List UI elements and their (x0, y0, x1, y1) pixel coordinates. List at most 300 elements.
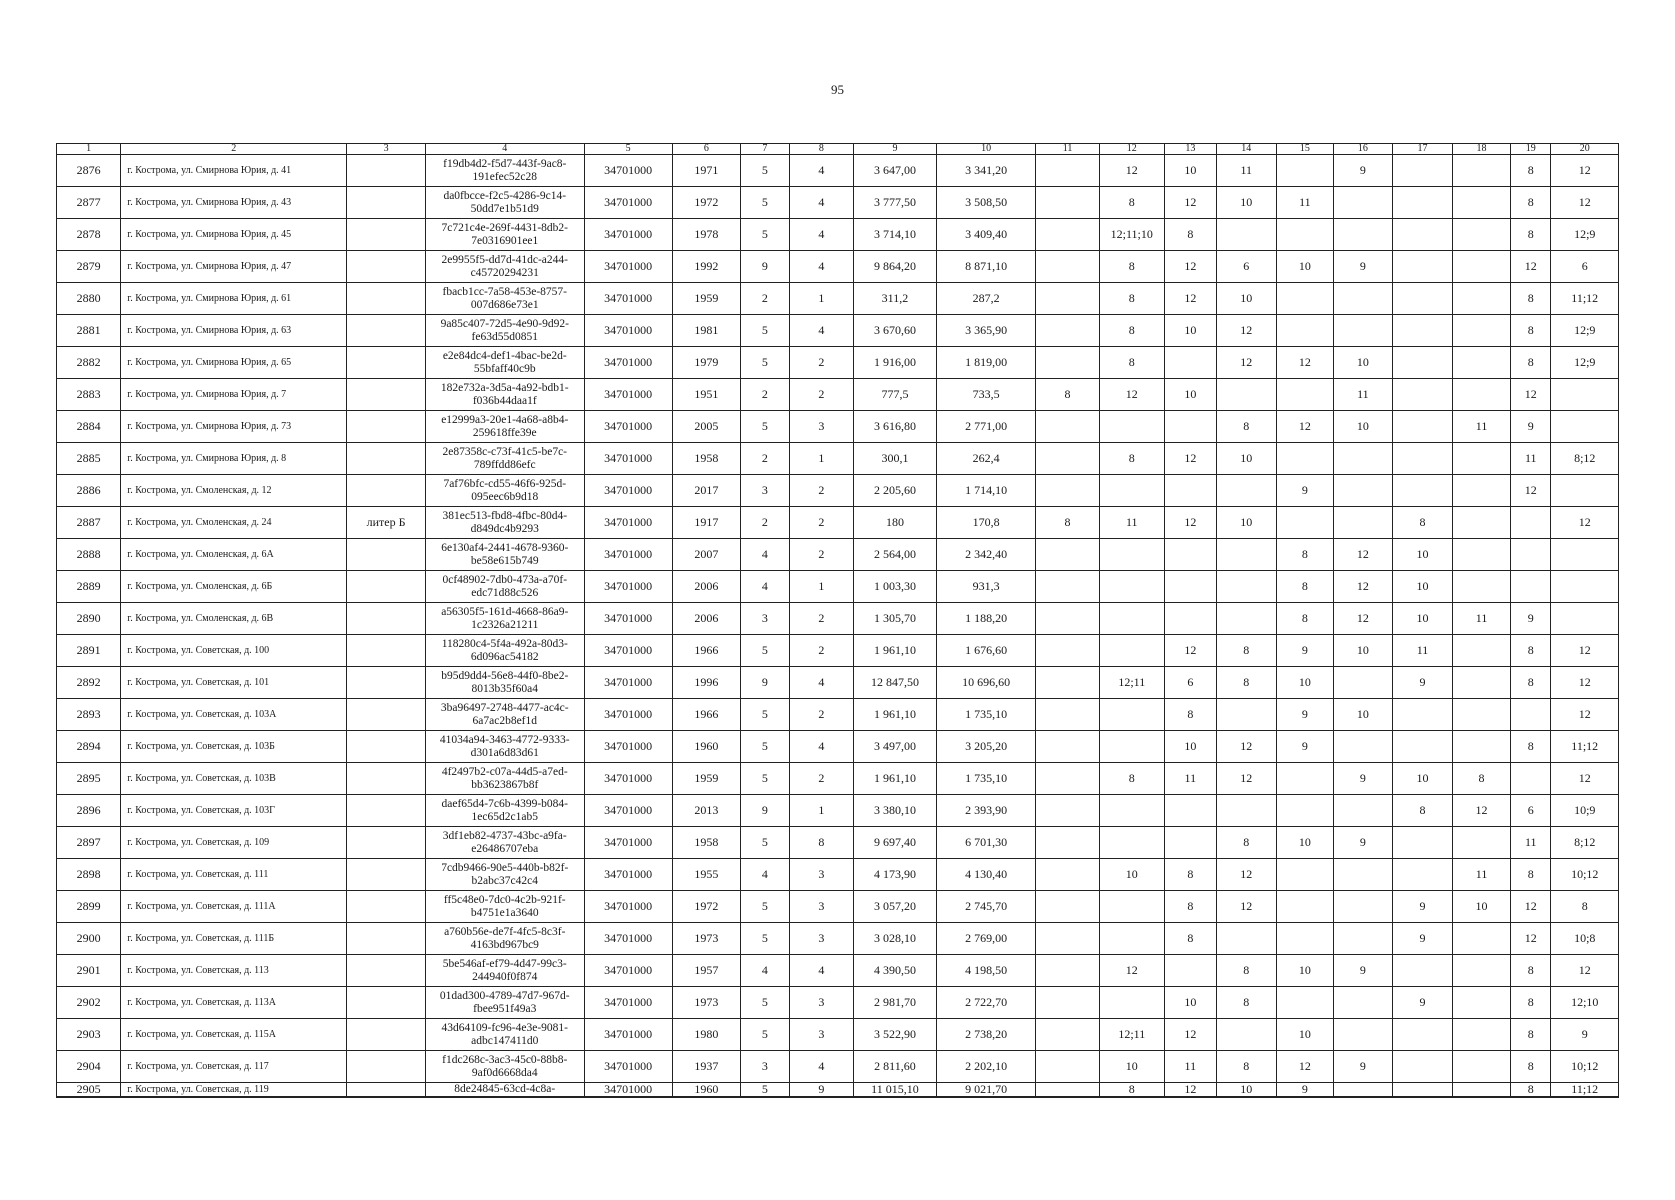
table-cell-col-15: 8 (1276, 603, 1333, 635)
column-header-7: 7 (741, 144, 790, 155)
table-cell-col-2: г. Кострома, ул. Советская, д. 119 (121, 1083, 347, 1098)
table-cell-col-14: 10 (1216, 283, 1276, 315)
table-cell-col-11 (1036, 891, 1099, 923)
table-cell-col-6: 1959 (672, 763, 740, 795)
table-cell-col-18 (1453, 1083, 1511, 1098)
table-cell-col-20: 12;9 (1551, 347, 1619, 379)
column-header-17: 17 (1392, 144, 1452, 155)
table-cell-col-13: 12 (1164, 1019, 1216, 1051)
column-header-3: 3 (347, 144, 426, 155)
table-cell-col-5: 34701000 (584, 763, 672, 795)
table-cell-col-11 (1036, 603, 1099, 635)
table-cell-col-4: 3df1eb82-4737-43bc-a9fa-e26486707eba (425, 827, 584, 859)
table-cell-col-2: г. Кострома, ул. Смирнова Юрия, д. 45 (121, 219, 347, 251)
table-cell-col-2: г. Кострома, ул. Советская, д. 113 (121, 955, 347, 987)
table-cell-col-19: 12 (1511, 891, 1551, 923)
table-cell-col-8: 9 (789, 1083, 853, 1098)
table-cell-col-13: 12 (1164, 283, 1216, 315)
table-cell-col-7: 5 (741, 155, 790, 187)
table-cell-col-11 (1036, 411, 1099, 443)
table-cell-col-19: 6 (1511, 795, 1551, 827)
table-cell-col-3 (347, 859, 426, 891)
table-cell-col-5: 34701000 (584, 539, 672, 571)
table-cell-col-15: 9 (1276, 1083, 1333, 1098)
table-cell-col-11 (1036, 347, 1099, 379)
table-cell-col-19: 8 (1511, 987, 1551, 1019)
table-cell-col-13: 10 (1164, 315, 1216, 347)
table-cell-col-12 (1099, 827, 1164, 859)
table-cell-col-7: 5 (741, 1019, 790, 1051)
table-cell-col-6: 1958 (672, 443, 740, 475)
table-cell-col-8: 4 (789, 187, 853, 219)
table-cell-col-18: 10 (1453, 891, 1511, 923)
table-cell-col-14: 12 (1216, 859, 1276, 891)
table-cell-col-19: 8 (1511, 955, 1551, 987)
table-cell-col-17 (1392, 443, 1452, 475)
table-cell-col-12 (1099, 571, 1164, 603)
table-cell-col-18 (1453, 443, 1511, 475)
table-cell-col-11: 8 (1036, 379, 1099, 411)
table-cell-col-14 (1216, 571, 1276, 603)
table-cell-col-14: 6 (1216, 251, 1276, 283)
table-cell-col-13: 11 (1164, 1051, 1216, 1083)
table-cell-col-13: 12 (1164, 507, 1216, 539)
table-cell-col-20: 12;9 (1551, 219, 1619, 251)
table-cell-col-15: 9 (1276, 475, 1333, 507)
table-cell-col-10: 287,2 (936, 283, 1036, 315)
table-cell-col-3 (347, 667, 426, 699)
table-cell-col-16 (1333, 507, 1392, 539)
table-cell-col-5: 34701000 (584, 603, 672, 635)
table-cell-col-11 (1036, 283, 1099, 315)
table-cell-col-9: 1 961,10 (854, 763, 937, 795)
table-cell-col-20: 8;12 (1551, 827, 1619, 859)
table-cell-col-1: 2885 (57, 443, 121, 475)
table-cell-col-18 (1453, 379, 1511, 411)
column-header-15: 15 (1276, 144, 1333, 155)
table-cell-col-14 (1216, 379, 1276, 411)
table-cell-col-3 (347, 827, 426, 859)
table-cell-col-17: 9 (1392, 923, 1452, 955)
table-cell-col-8: 2 (789, 539, 853, 571)
table-cell-col-11 (1036, 731, 1099, 763)
table-cell-col-12: 10 (1099, 859, 1164, 891)
table-cell-col-16: 9 (1333, 251, 1392, 283)
table-cell-col-7: 2 (741, 507, 790, 539)
table-cell-col-13: 10 (1164, 379, 1216, 411)
table-cell-col-8: 4 (789, 1051, 853, 1083)
table-cell-col-20 (1551, 379, 1619, 411)
table-cell-col-11: 8 (1036, 507, 1099, 539)
table-cell-col-13 (1164, 347, 1216, 379)
table-cell-col-8: 2 (789, 699, 853, 731)
table-cell-col-4: f19db4d2-f5d7-443f-9ac8-191efec52c28 (425, 155, 584, 187)
table-row (57, 155, 1619, 187)
table-cell-col-4: 7c721c4e-269f-4431-8db2-7e0316901ee1 (425, 219, 584, 251)
table-cell-col-11 (1036, 955, 1099, 987)
table-cell-col-1: 2905 (57, 1083, 121, 1098)
table-cell-col-14 (1216, 219, 1276, 251)
table-cell-col-2: г. Кострома, ул. Советская, д. 111Б (121, 923, 347, 955)
column-header-10: 10 (936, 144, 1036, 155)
table-cell-col-5: 34701000 (584, 155, 672, 187)
table-cell-col-20: 12;9 (1551, 315, 1619, 347)
table-cell-col-11 (1036, 443, 1099, 475)
table-cell-col-17 (1392, 955, 1452, 987)
table-cell-col-10: 2 202,10 (936, 1051, 1036, 1083)
table-cell-col-7: 2 (741, 283, 790, 315)
table-cell-col-11 (1036, 475, 1099, 507)
table-cell-col-1: 2898 (57, 859, 121, 891)
table-cell-col-17 (1392, 251, 1452, 283)
table-cell-col-8: 3 (789, 411, 853, 443)
table-cell-col-13: 6 (1164, 667, 1216, 699)
table-cell-col-13: 10 (1164, 731, 1216, 763)
column-header-1: 1 (57, 144, 121, 155)
table-cell-col-2: г. Кострома, ул. Смирнова Юрия, д. 63 (121, 315, 347, 347)
table-cell-col-10: 262,4 (936, 443, 1036, 475)
table-row (57, 1083, 1619, 1098)
table-cell-col-14: 8 (1216, 1051, 1276, 1083)
table-cell-col-4: 5be546af-ef79-4d47-99c3-244940f0f874 (425, 955, 584, 987)
table-body (57, 155, 1619, 1098)
table-cell-col-9: 2 981,70 (854, 987, 937, 1019)
table-cell-col-6: 1957 (672, 955, 740, 987)
table-cell-col-10: 2 738,20 (936, 1019, 1036, 1051)
table-cell-col-18 (1453, 219, 1511, 251)
table-row (57, 1019, 1619, 1051)
table-cell-col-6: 1971 (672, 155, 740, 187)
table-cell-col-10: 10 696,60 (936, 667, 1036, 699)
table-cell-col-12: 11 (1099, 507, 1164, 539)
table-cell-col-20: 9 (1551, 1019, 1619, 1051)
table-cell-col-16 (1333, 1083, 1392, 1098)
table-row (57, 955, 1619, 987)
table-cell-col-15: 11 (1276, 187, 1333, 219)
table-cell-col-20: 10;9 (1551, 795, 1619, 827)
table-cell-col-11 (1036, 155, 1099, 187)
table-cell-col-18 (1453, 1019, 1511, 1051)
table-cell-col-11 (1036, 859, 1099, 891)
table-cell-col-7: 4 (741, 955, 790, 987)
table-cell-col-7: 5 (741, 891, 790, 923)
table-cell-col-13: 12 (1164, 443, 1216, 475)
table-cell-col-10: 1 676,60 (936, 635, 1036, 667)
table-cell-col-17 (1392, 1019, 1452, 1051)
table-cell-col-2: г. Кострома, ул. Советская, д. 103Г (121, 795, 347, 827)
table-cell-col-4: 7cdb9466-90e5-440b-b82f-b2abc37c42c4 (425, 859, 584, 891)
table-cell-col-1: 2888 (57, 539, 121, 571)
table-cell-col-6: 1937 (672, 1051, 740, 1083)
table-cell-col-5: 34701000 (584, 891, 672, 923)
table-cell-col-17: 10 (1392, 571, 1452, 603)
table-cell-col-3 (347, 795, 426, 827)
table-cell-col-14: 12 (1216, 731, 1276, 763)
table-cell-col-6: 1981 (672, 315, 740, 347)
table-cell-col-19: 8 (1511, 187, 1551, 219)
table-cell-col-1: 2877 (57, 187, 121, 219)
table-cell-col-1: 2893 (57, 699, 121, 731)
table-cell-col-2: г. Кострома, ул. Советская, д. 109 (121, 827, 347, 859)
table-cell-col-10: 3 205,20 (936, 731, 1036, 763)
registry-table (56, 143, 1619, 1098)
table-cell-col-15 (1276, 859, 1333, 891)
table-cell-col-17 (1392, 187, 1452, 219)
table-row (57, 539, 1619, 571)
table-cell-col-4: 41034a94-3463-4772-9333-d301a6d83d61 (425, 731, 584, 763)
table-cell-col-14 (1216, 795, 1276, 827)
table-cell-col-11 (1036, 315, 1099, 347)
table-cell-col-5: 34701000 (584, 1019, 672, 1051)
table-cell-col-10: 8 871,10 (936, 251, 1036, 283)
table-cell-col-19: 9 (1511, 411, 1551, 443)
table-row (57, 987, 1619, 1019)
table-cell-col-14: 10 (1216, 443, 1276, 475)
table-cell-col-14 (1216, 1019, 1276, 1051)
table-row (57, 923, 1619, 955)
table-cell-col-16 (1333, 987, 1392, 1019)
table-cell-col-19: 8 (1511, 667, 1551, 699)
table-cell-col-13 (1164, 795, 1216, 827)
table-cell-col-6: 1973 (672, 987, 740, 1019)
table-cell-col-20 (1551, 539, 1619, 571)
table-cell-col-3 (347, 251, 426, 283)
table-cell-col-16: 10 (1333, 699, 1392, 731)
table-cell-col-19: 8 (1511, 347, 1551, 379)
table-row (57, 475, 1619, 507)
table-cell-col-10: 3 409,40 (936, 219, 1036, 251)
table-cell-col-6: 1966 (672, 635, 740, 667)
table-cell-col-18 (1453, 987, 1511, 1019)
table-cell-col-5: 34701000 (584, 315, 672, 347)
table-cell-col-17: 8 (1392, 795, 1452, 827)
table-row (57, 891, 1619, 923)
table-cell-col-15 (1276, 155, 1333, 187)
table-cell-col-3 (347, 1019, 426, 1051)
table-cell-col-8: 4 (789, 251, 853, 283)
table-cell-col-7: 3 (741, 475, 790, 507)
table-cell-col-15: 8 (1276, 539, 1333, 571)
table-cell-col-17 (1392, 731, 1452, 763)
table-cell-col-10: 1 714,10 (936, 475, 1036, 507)
table-cell-col-8: 2 (789, 347, 853, 379)
table-cell-col-4: 118280c4-5f4a-492a-80d3-6d096ac54182 (425, 635, 584, 667)
table-cell-col-7: 5 (741, 411, 790, 443)
table-cell-col-2: г. Кострома, ул. Смирнова Юрия, д. 47 (121, 251, 347, 283)
table-cell-col-19: 8 (1511, 731, 1551, 763)
page-number: 95 (831, 82, 844, 97)
table-row (57, 859, 1619, 891)
table-cell-col-18 (1453, 731, 1511, 763)
table-cell-col-11 (1036, 699, 1099, 731)
table-cell-col-18: 8 (1453, 763, 1511, 795)
table-cell-col-4: 2e87358c-c73f-41c5-be7c-789ffdd86efc (425, 443, 584, 475)
table-cell-col-6: 2005 (672, 411, 740, 443)
table-cell-col-16: 12 (1333, 603, 1392, 635)
table-cell-col-1: 2899 (57, 891, 121, 923)
table-cell-col-9: 180 (854, 507, 937, 539)
table-cell-col-10: 2 393,90 (936, 795, 1036, 827)
table-cell-col-13 (1164, 411, 1216, 443)
table-cell-col-5: 34701000 (584, 1051, 672, 1083)
table-cell-col-2: г. Кострома, ул. Смоленская, д. 6Б (121, 571, 347, 603)
table-cell-col-12 (1099, 411, 1164, 443)
table-cell-col-17: 9 (1392, 667, 1452, 699)
table-cell-col-3 (347, 1051, 426, 1083)
table-cell-col-17 (1392, 827, 1452, 859)
table-cell-col-12 (1099, 987, 1164, 1019)
table-cell-col-5: 34701000 (584, 731, 672, 763)
table-cell-col-16 (1333, 923, 1392, 955)
table-cell-col-6: 2006 (672, 571, 740, 603)
table-cell-col-8: 2 (789, 763, 853, 795)
table-cell-col-2: г. Кострома, ул. Советская, д. 103Б (121, 731, 347, 763)
table-cell-col-20: 12 (1551, 507, 1619, 539)
table-cell-col-15 (1276, 443, 1333, 475)
table-cell-col-5: 34701000 (584, 251, 672, 283)
table-cell-col-9: 2 811,60 (854, 1051, 937, 1083)
table-cell-col-19: 8 (1511, 859, 1551, 891)
table-cell-col-20: 12 (1551, 155, 1619, 187)
table-cell-col-20 (1551, 603, 1619, 635)
table-cell-col-14 (1216, 923, 1276, 955)
table-cell-col-3 (347, 763, 426, 795)
table-cell-col-19 (1511, 763, 1551, 795)
table-cell-col-20 (1551, 571, 1619, 603)
table-cell-col-1: 2891 (57, 635, 121, 667)
table-cell-col-4: e2e84dc4-def1-4bac-be2d-55bfaff40c9b (425, 347, 584, 379)
table-cell-col-9: 311,2 (854, 283, 937, 315)
table-row (57, 219, 1619, 251)
table-row (57, 411, 1619, 443)
table-cell-col-6: 1951 (672, 379, 740, 411)
table-cell-col-3 (347, 379, 426, 411)
table-cell-col-14: 10 (1216, 507, 1276, 539)
table-cell-col-8: 4 (789, 219, 853, 251)
table-cell-col-19: 12 (1511, 379, 1551, 411)
table-cell-col-3 (347, 731, 426, 763)
table-row (57, 507, 1619, 539)
table-cell-col-4: f1dc268c-3ac3-45c0-88b8-9af0d6668da4 (425, 1051, 584, 1083)
table-cell-col-5: 34701000 (584, 475, 672, 507)
table-cell-col-18: 11 (1453, 411, 1511, 443)
table-row (57, 763, 1619, 795)
table-cell-col-1: 2876 (57, 155, 121, 187)
table-cell-col-16 (1333, 187, 1392, 219)
table-cell-col-5: 34701000 (584, 347, 672, 379)
table-cell-col-15 (1276, 763, 1333, 795)
table-cell-col-9: 3 647,00 (854, 155, 937, 187)
table-cell-col-5: 34701000 (584, 827, 672, 859)
table-cell-col-4: 9a85c407-72d5-4e90-9d92-fe63d55d0851 (425, 315, 584, 347)
table-cell-col-16: 10 (1333, 347, 1392, 379)
table-cell-col-6: 2017 (672, 475, 740, 507)
table-cell-col-2: г. Кострома, ул. Смоленская, д. 12 (121, 475, 347, 507)
table-cell-col-13: 8 (1164, 891, 1216, 923)
table-cell-col-17 (1392, 155, 1452, 187)
table-cell-col-1: 2887 (57, 507, 121, 539)
table-cell-col-1: 2878 (57, 219, 121, 251)
table-cell-col-2: г. Кострома, ул. Смирнова Юрия, д. 61 (121, 283, 347, 315)
column-header-8: 8 (789, 144, 853, 155)
table-cell-col-3 (347, 411, 426, 443)
table-cell-col-6: 2006 (672, 603, 740, 635)
table-cell-col-13: 8 (1164, 699, 1216, 731)
table-cell-col-13: 8 (1164, 219, 1216, 251)
table-cell-col-13: 8 (1164, 859, 1216, 891)
table-cell-col-12: 10 (1099, 1051, 1164, 1083)
column-header-12: 12 (1099, 144, 1164, 155)
table-cell-col-14: 8 (1216, 827, 1276, 859)
table-cell-col-5: 34701000 (584, 667, 672, 699)
table-cell-col-11 (1036, 635, 1099, 667)
table-cell-col-15 (1276, 219, 1333, 251)
table-cell-col-20: 11;12 (1551, 283, 1619, 315)
table-cell-col-14: 11 (1216, 155, 1276, 187)
table-cell-col-6: 1966 (672, 699, 740, 731)
table-cell-col-19 (1511, 539, 1551, 571)
table-cell-col-18 (1453, 507, 1511, 539)
table-cell-col-8: 2 (789, 475, 853, 507)
table-cell-col-18 (1453, 827, 1511, 859)
table-cell-col-20: 6 (1551, 251, 1619, 283)
table-cell-col-9: 4 390,50 (854, 955, 937, 987)
table-cell-col-12 (1099, 603, 1164, 635)
table-cell-col-7: 3 (741, 1051, 790, 1083)
table-cell-col-16 (1333, 219, 1392, 251)
table-cell-col-9: 9 864,20 (854, 251, 937, 283)
table-cell-col-13: 12 (1164, 1083, 1216, 1098)
table-cell-col-6: 1955 (672, 859, 740, 891)
table-cell-col-19: 8 (1511, 1019, 1551, 1051)
table-cell-col-1: 2900 (57, 923, 121, 955)
table-cell-col-16 (1333, 859, 1392, 891)
table-cell-col-6: 1958 (672, 827, 740, 859)
table-cell-col-5: 34701000 (584, 955, 672, 987)
table-cell-col-6: 1973 (672, 923, 740, 955)
table-cell-col-8: 1 (789, 283, 853, 315)
table-cell-col-3 (347, 315, 426, 347)
table-cell-col-3 (347, 539, 426, 571)
table-cell-col-20: 12 (1551, 955, 1619, 987)
table-cell-col-2: г. Кострома, ул. Советская, д. 111А (121, 891, 347, 923)
table-cell-col-11 (1036, 987, 1099, 1019)
table-cell-col-18 (1453, 347, 1511, 379)
table-cell-col-11 (1036, 1019, 1099, 1051)
table-cell-col-5: 34701000 (584, 187, 672, 219)
table-cell-col-18 (1453, 923, 1511, 955)
table-cell-col-18 (1453, 475, 1511, 507)
table-cell-col-8: 1 (789, 795, 853, 827)
table-cell-col-8: 3 (789, 923, 853, 955)
table-cell-col-9: 2 205,60 (854, 475, 937, 507)
table-cell-col-9: 3 057,20 (854, 891, 937, 923)
table-cell-col-3 (347, 155, 426, 187)
table-cell-col-12 (1099, 699, 1164, 731)
table-cell-col-4: 7af76bfc-cd55-46f6-925d-095eec6b9d18 (425, 475, 584, 507)
table-cell-col-3 (347, 923, 426, 955)
table-row (57, 443, 1619, 475)
table-cell-col-8: 1 (789, 571, 853, 603)
table-cell-col-19: 8 (1511, 1051, 1551, 1083)
table-cell-col-4: 0cf48902-7db0-473a-a70f-edc71d88c526 (425, 571, 584, 603)
table-cell-col-15: 9 (1276, 635, 1333, 667)
table-cell-col-15 (1276, 315, 1333, 347)
table-cell-col-12: 12;11;10 (1099, 219, 1164, 251)
table-cell-col-10: 2 769,00 (936, 923, 1036, 955)
table-cell-col-16: 11 (1333, 379, 1392, 411)
table-cell-col-19: 12 (1511, 475, 1551, 507)
